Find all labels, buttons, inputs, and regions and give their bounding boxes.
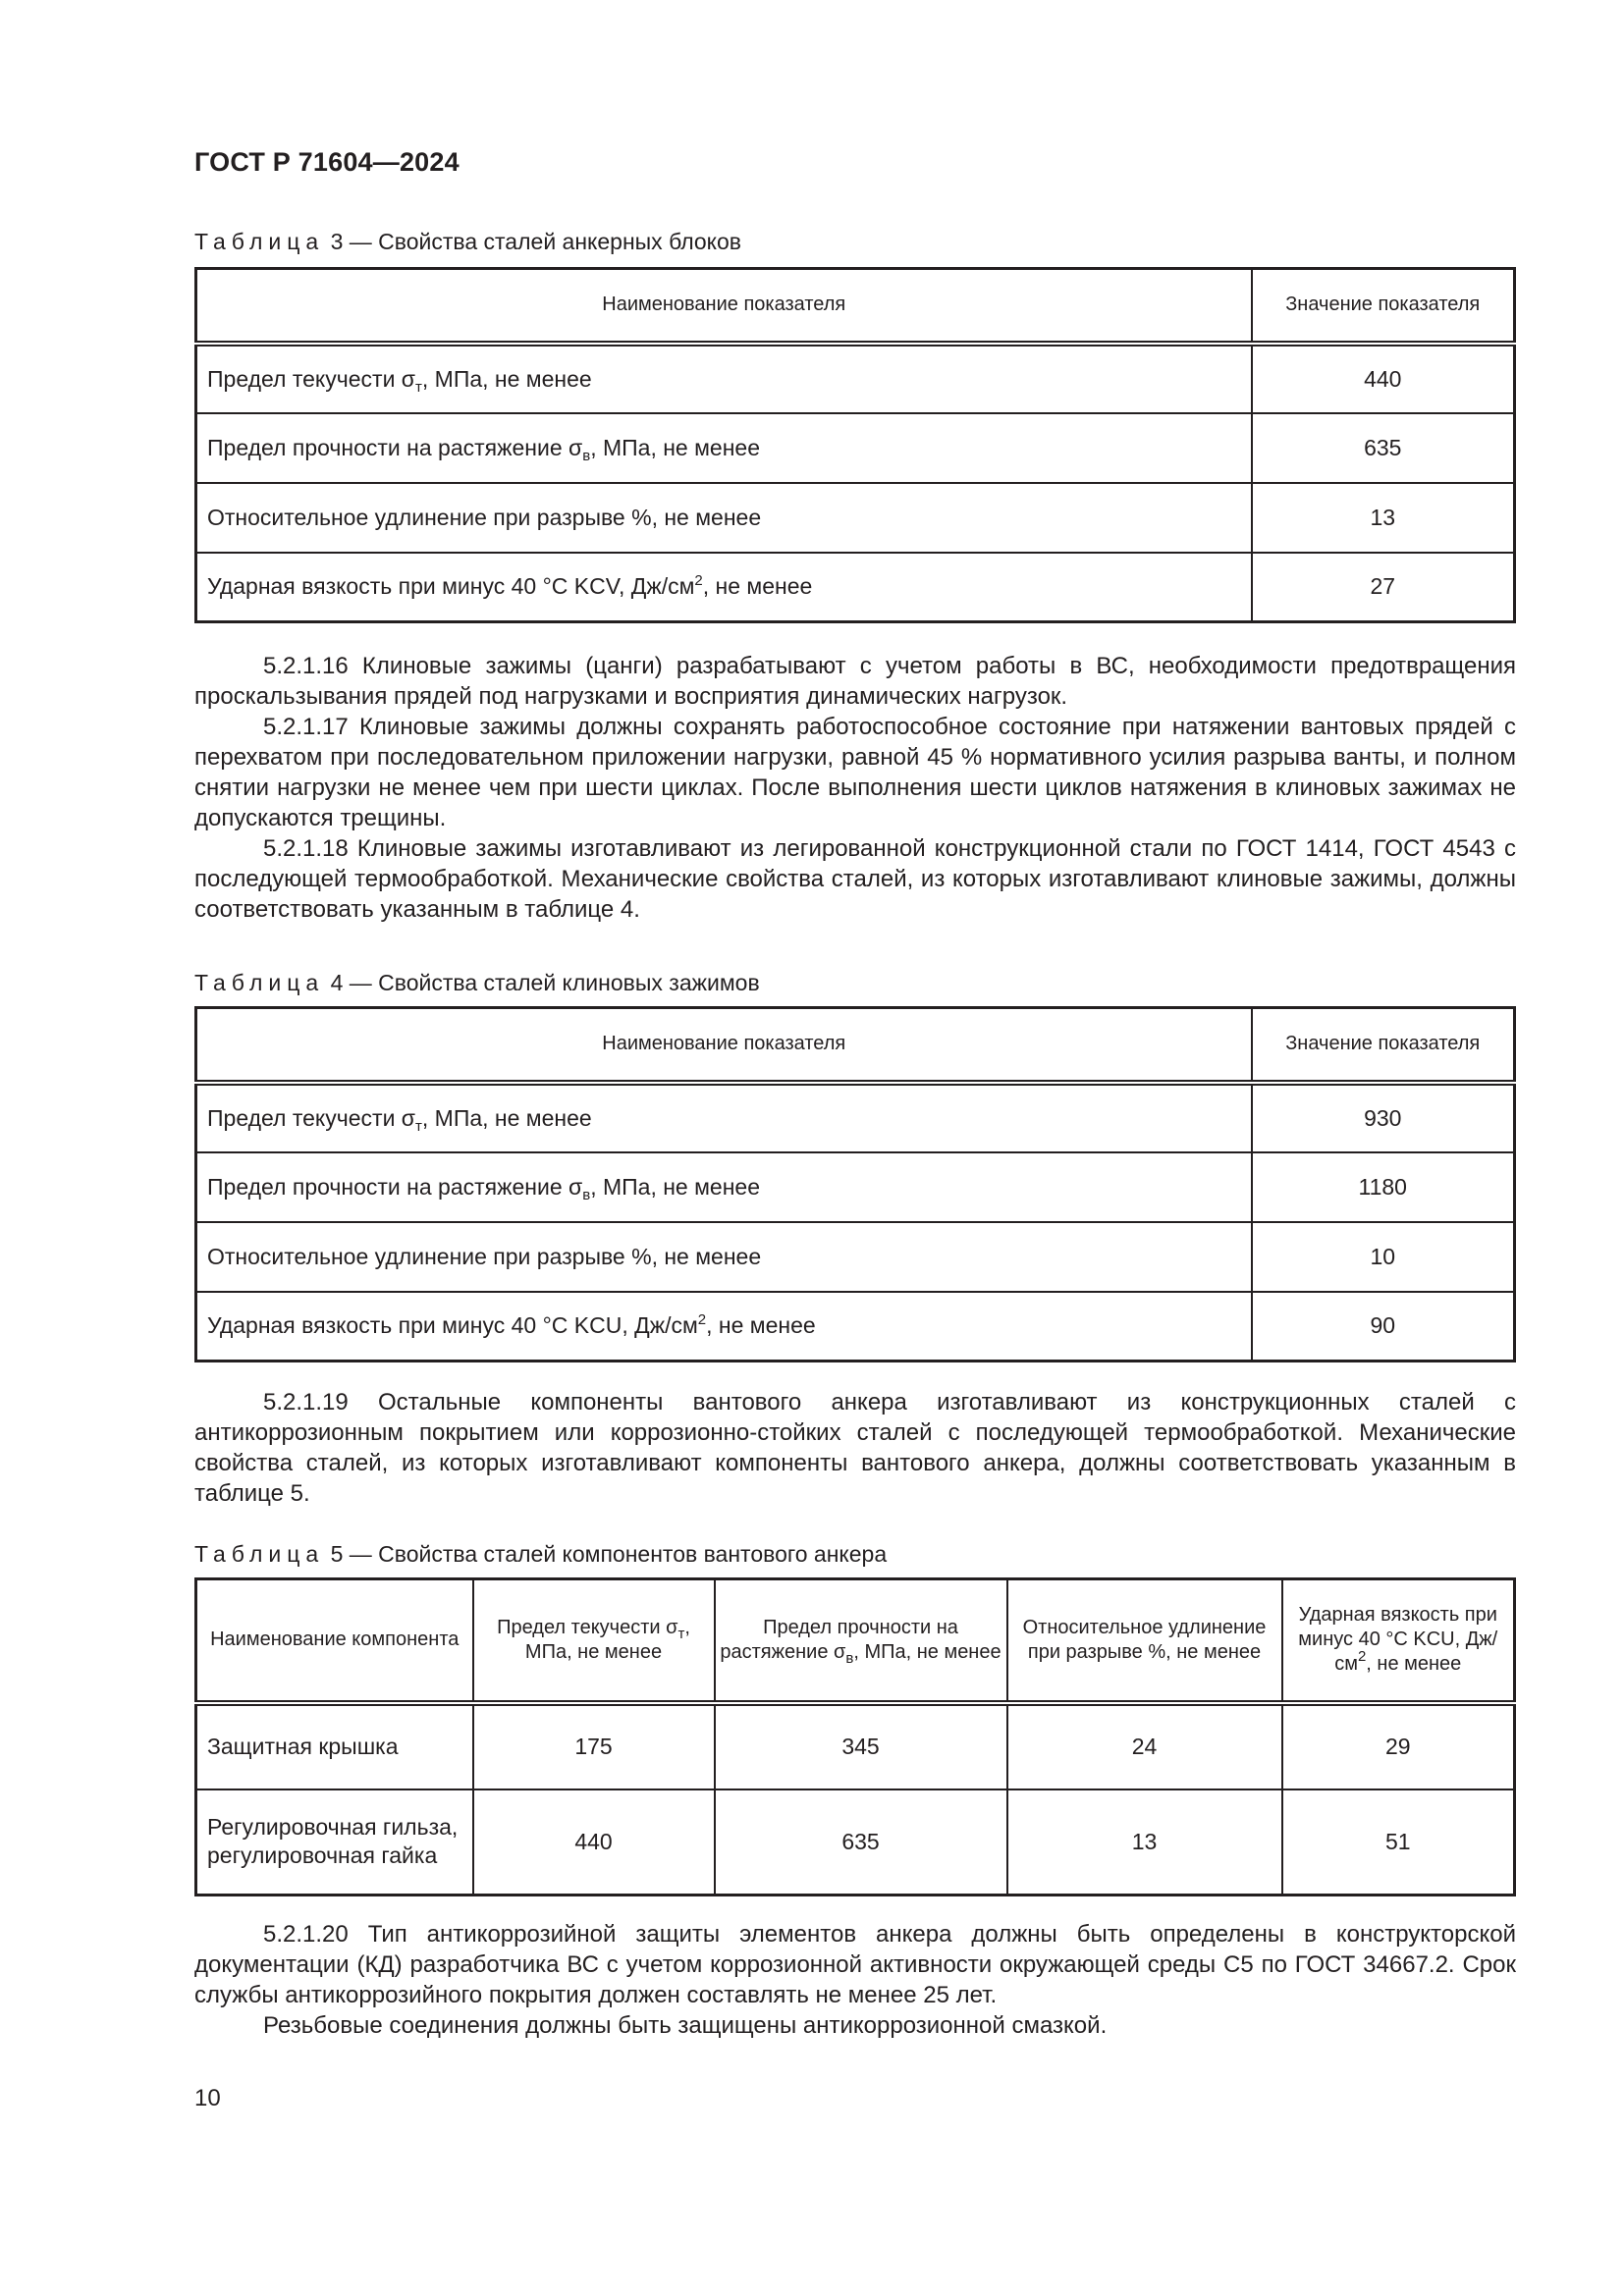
table-row: Относительное удлинение при разрыве %, не менее 13 — [196, 483, 1515, 553]
table-row: Предел текучести $\sigma_т$, МПа, не менее 930 — [196, 1083, 1515, 1152]
paragraph-5-2-1-17: 5.2.1.17 Клиновые зажимы должны сохранять работоспособное состояние при натяжении вантовых прядей с перехватом при последовательном приложении нагрузки, равной 45 % нормативного усилия разрыва ванты, и полном снятии нагрузки не менее чем при шести циклах. После выполнения шести циклов натяжения в клиновых зажимах не допускаются трещины. — [194, 714, 1516, 831]
table5-header-component: Наименование компонента — [196, 1579, 473, 1703]
table-row: Регулировочная гильза, регулировочная гайка 440 635 13 51 — [196, 1789, 1515, 1896]
table4-header-value: Значение показателя — [1252, 1008, 1515, 1083]
table-row: Предел прочности на растяжение $\sigma_в$, МПа, не менее 1180 — [196, 1152, 1515, 1222]
table4-caption: Таблица 4 — Свойства сталей клиновых зажимов — [194, 970, 760, 995]
paragraph-threaded-connections: Резьбовые соединения должны быть защищены антикоррозионной смазкой. — [263, 2012, 1108, 2039]
table5 — [194, 1577, 1516, 1896]
table-row: Предел прочности на растяжение $\sigma_в$, МПа, не менее 635 — [196, 413, 1515, 483]
table3-caption: Таблица 3 — Свойства сталей анкерных блоков — [194, 229, 742, 254]
paragraph-5-2-1-19: 5.2.1.19 Остальные компоненты вантового анкера изготавливают из конструкционных сталей с антикоррозионным покрытием или коррозионно-стойких сталей с последующей термообработкой. Механические свойства сталей, из которых изготавливают компоненты вантового анкера, должны соответствовать указанным в таблице 5. — [194, 1389, 1516, 1507]
table4-header-name: Наименование показателя — [196, 1008, 1252, 1083]
section-text-19 — [194, 1387, 1516, 1509]
document-header: ГОСТ Р 71604—2024 — [194, 147, 460, 177]
table3 — [194, 267, 1516, 623]
table-row: Ударная вязкость при минус 40 °C KCU, $Дж/см^2$, не менее 90 — [196, 1292, 1515, 1362]
table-row: Предел текучести $\sigma_т$, МПа, не менее 440 — [196, 344, 1515, 413]
page-number: 10 — [194, 2085, 221, 2111]
table3-header-name: Наименование показателя — [196, 269, 1252, 344]
table5-caption: Таблица 5 — Свойства сталей компонентов вантового анкера — [194, 1541, 888, 1567]
section-text-20 — [194, 1919, 1516, 2041]
table5-header-impact: Ударная вязкость при минус 40 °C KCU, $Дж/см^2$, не менее — [1282, 1579, 1515, 1703]
table5-header-tensile: Предел прочности на растяжение $\sigma_в$, МПа, не менее — [715, 1579, 1007, 1703]
paragraph-5-2-1-20: 5.2.1.20 Тип антикоррозийной защиты элементов анкера должны быть определены в конструкторской документации (КД) разработчика ВС с учетом коррозионной активности окружающей среды С5 по ГОСТ 34667.2. Срок службы антикоррозийного покрытия должен составлять не менее 25 лет. — [194, 1921, 1516, 2008]
paragraph-5-2-1-18: 5.2.1.18 Клиновые зажимы изготавливают из легированной конструкционной стали по ГОСТ 1414, ГОСТ 4543 с последующей термообработкой. Механические свойства сталей, из которых изготавливают клиновые зажимы, должны соответствовать указанным в таблице 4. — [194, 835, 1516, 923]
table3-header-value: Значение показателя — [1252, 269, 1515, 344]
table-row: Относительное удлинение при разрыве %, не менее 10 — [196, 1222, 1515, 1292]
table4 — [194, 1006, 1516, 1362]
table-row: Ударная вязкость при минус 40 °C KCV, $Дж/см^2$, не менее 27 — [196, 553, 1515, 622]
table5-header-elongation: Относительное удлинение при разрыве %, не менее — [1007, 1579, 1282, 1703]
table-row: Защитная крышка 175 345 24 29 — [196, 1703, 1515, 1789]
section-text-16-18 — [194, 651, 1516, 925]
paragraph-5-2-1-16: 5.2.1.16 Клиновые зажимы (цанги) разрабатывают с учетом работы в ВС, необходимости предотвращения проскальзывания прядей под нагрузками и восприятия динамических нагрузок. — [194, 653, 1516, 710]
table5-header-yield: Предел текучести $\sigma_т$, МПа, не менее — [473, 1579, 715, 1703]
